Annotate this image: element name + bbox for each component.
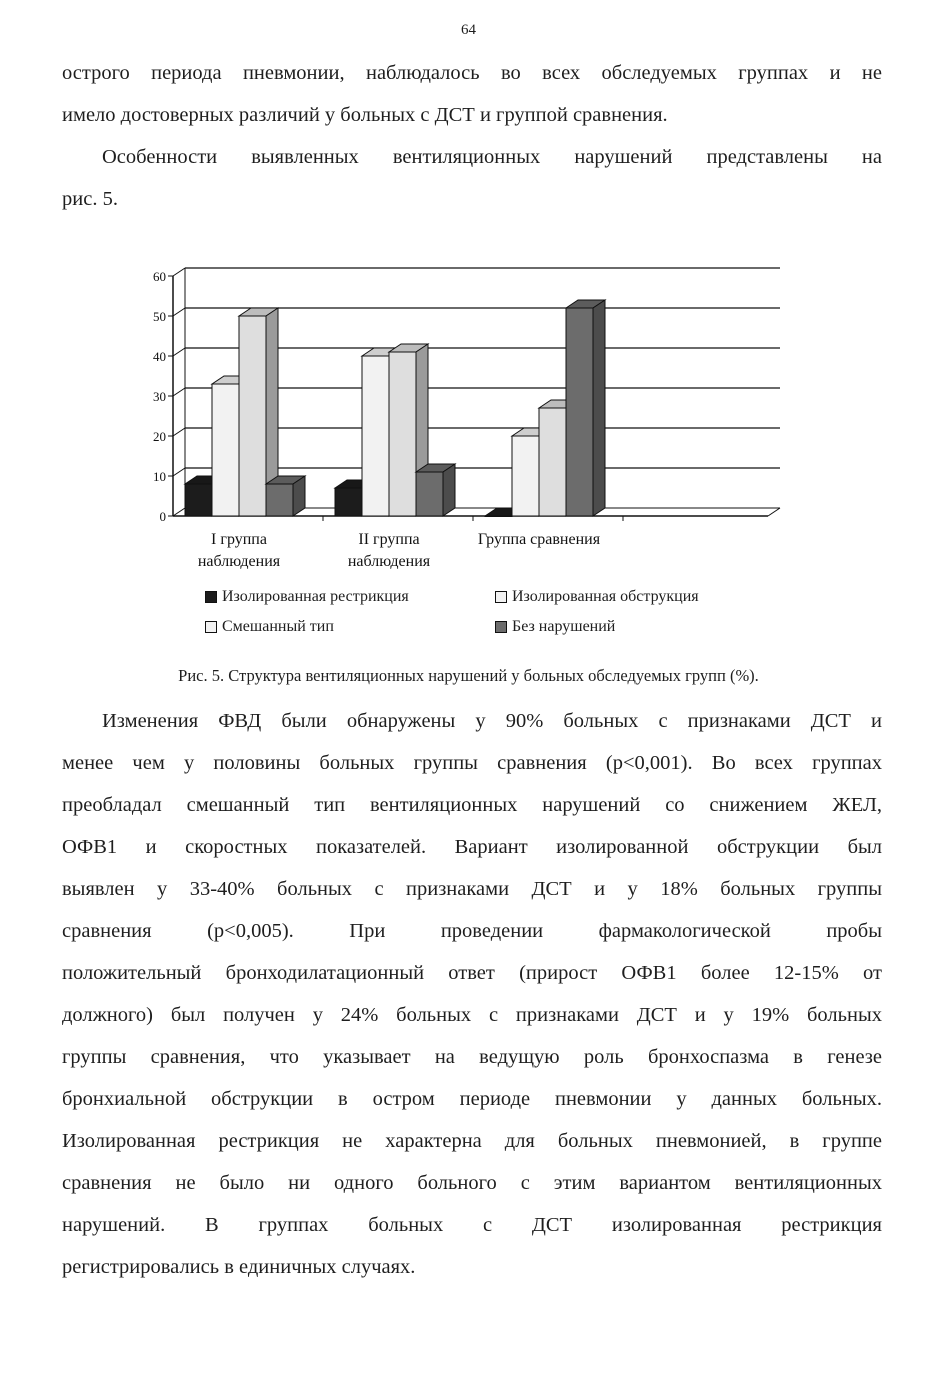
legend-label: Изолированная обструкция [512, 588, 699, 605]
text-line: бронхиальной обструкции в остром периоде пневмонии у данных больных. [62, 1088, 882, 1110]
bar [335, 488, 362, 516]
text-line: ОФВ1 и скоростных показателей. Вариант изолированной обструкции был [62, 836, 882, 858]
gridline-side [173, 268, 185, 276]
legend-item-none [495, 618, 615, 636]
text-line: нарушений. В группах больных с ДСТ изолированная рестрикция [62, 1214, 882, 1236]
x-tick-label: наблюдения [197, 553, 281, 570]
y-tick-label: 50 [153, 309, 166, 324]
text-line: регистрировались в единичных случаях. [62, 1256, 416, 1278]
page-number: 64 [461, 22, 476, 38]
legend-item-mixed [205, 618, 334, 636]
bar-side [593, 300, 605, 516]
gridline-side [173, 468, 185, 476]
legend-swatch [495, 591, 507, 603]
text-line: Особенности выявленных вентиляционных нарушений представлены на [102, 146, 882, 168]
text-line: группы сравнения, что указывает на ведущую роль бронхоспазма в генезе [62, 1046, 882, 1068]
bar [566, 308, 593, 516]
gridline-side [173, 428, 185, 436]
y-tick-label: 30 [153, 389, 166, 404]
y-tick-label: 60 [153, 269, 166, 284]
y-tick-label: 20 [153, 429, 166, 444]
bar [389, 352, 416, 516]
text-line: сравнения (р<0,005). При проведении фармакологической пробы [62, 920, 882, 942]
legend-swatch [495, 621, 507, 633]
text-line: острого периода пневмонии, наблюдалось во всех обследуемых группах и не [62, 62, 882, 84]
y-tick-label: 0 [159, 509, 166, 524]
gridline-side [173, 388, 185, 396]
text-line: положительный бронходилатационный ответ (прирост ОФВ1 более 12-15% от [62, 962, 882, 984]
text-line: выявлен у 33-40% больных с признаками ДСТ и у 18% больных группы [62, 878, 882, 900]
bar [212, 384, 239, 516]
bar [362, 356, 389, 516]
x-tick-label: наблюдения [347, 553, 431, 570]
bar [239, 316, 266, 516]
legend-label: Смешанный тип [222, 618, 334, 635]
bottom-text [62, 700, 882, 1288]
gridline-side [173, 508, 185, 516]
bar-side [443, 464, 455, 516]
floor-right [768, 508, 780, 516]
text-line: должного) был получен у 24% больных с признаками ДСТ и у 19% больных [62, 1004, 882, 1026]
bar [266, 484, 293, 516]
y-tick-label: 40 [153, 349, 166, 364]
top-text [62, 52, 882, 220]
x-tick-label: II группа [358, 531, 420, 548]
text-line: рис. 5. [62, 188, 118, 210]
text-line: менее чем у половины больных группы сравнения (р<0,001). Во всех группах [62, 752, 882, 774]
figure-caption: Рис. 5. Структура вентиляционных нарушений у больных обследуемых групп (%). [178, 666, 759, 685]
bar [512, 436, 539, 516]
legend-label: Изолированная рестрикция [222, 588, 409, 605]
bar [539, 408, 566, 516]
x-tick-label: I группа [211, 531, 267, 548]
text-line: преобладал смешанный тип вентиляционных нарушений со снижением ЖЕЛ, [62, 794, 882, 816]
text-line: сравнения не было ни одного больного с этим вариантом вентиляционных [62, 1172, 882, 1194]
legend-swatch [205, 621, 217, 633]
gridline-side [173, 308, 185, 316]
text-line: имело достоверных различий у больных с ДСТ и группой сравнения. [62, 104, 668, 126]
legend-item-obstruction [495, 588, 699, 606]
bar [416, 472, 443, 516]
x-tick-label: Группа сравнения [477, 531, 601, 548]
gridline-side [173, 348, 185, 356]
bar [185, 484, 212, 516]
text-line: Изменения ФВД были обнаружены у 90% больных с признаками ДСТ и [102, 710, 882, 732]
legend-label: Без нарушений [512, 618, 616, 635]
legend-item-restriction [205, 588, 409, 606]
y-tick-label: 10 [153, 469, 166, 484]
legend-swatch [205, 591, 217, 603]
text-line: Изолированная рестрикция не характерна для больных пневмонией, в группе [62, 1130, 882, 1152]
